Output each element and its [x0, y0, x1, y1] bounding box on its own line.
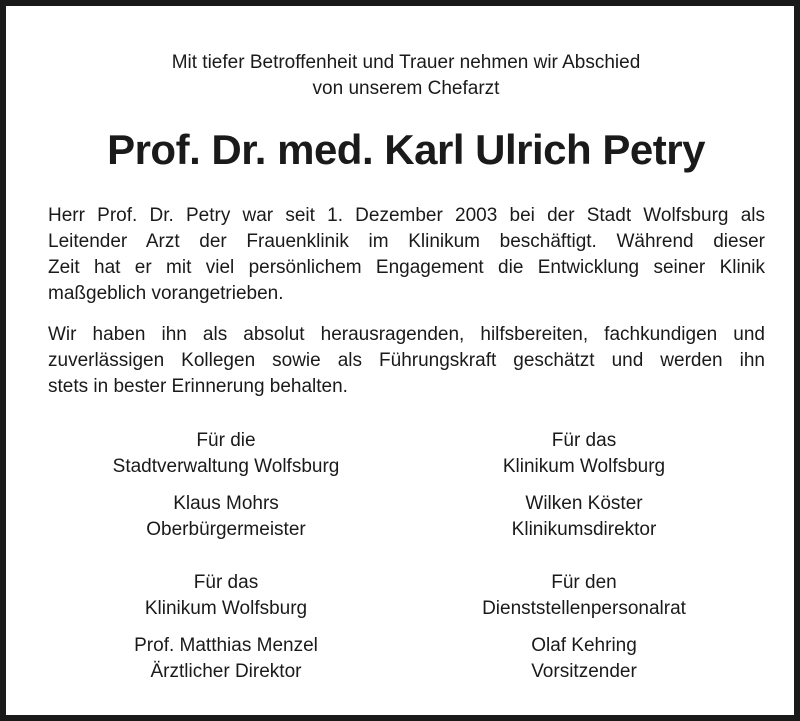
paragraph-line: zuverlässigen Kollegen sowie als Führungskraft geschätzt und werden ihn	[48, 350, 765, 371]
intro-text	[6, 50, 800, 102]
signature-org: Dienststellenpersonalrat	[482, 598, 686, 619]
paragraph-line: Zeit hat er mit viel persönlichem Engagement die Entwicklung seiner Klinik	[48, 257, 765, 278]
signature-person: Klaus Mohrs	[173, 493, 279, 514]
paragraph-line: Herr Prof. Dr. Petry war seit 1. Dezember 2003 bei der Stadt Wolfsburg als	[48, 205, 765, 226]
signature-block-staff-council	[394, 570, 774, 685]
signature-person: Olaf Kehring	[531, 635, 637, 656]
paragraph-career	[48, 203, 765, 307]
paragraph-line: stets in bester Erinnerung behalten.	[48, 376, 348, 397]
signature-role: Vorsitzender	[531, 661, 637, 682]
paragraph-line: Leitender Arzt der Frauenklinik im Klinikum beschäftigt. Während dieser	[48, 231, 765, 252]
deceased-name: Prof. Dr. med. Karl Ulrich Petry	[107, 126, 705, 173]
paragraph-tribute	[48, 322, 765, 400]
signature-for: Für den	[551, 572, 617, 593]
signature-org: Klinikum Wolfsburg	[502, 456, 666, 477]
signature-role: Oberbürgermeister	[146, 519, 306, 540]
paragraph-line: maßgeblich vorangetrieben.	[48, 283, 284, 304]
paragraph-line: Wir haben ihn als absolut herausragenden, hilfsbereiten, fachkundigen und	[48, 324, 765, 345]
signature-role: Ärztlicher Direktor	[150, 661, 302, 682]
signature-person: Prof. Matthias Menzel	[134, 635, 318, 656]
intro-line: von unserem Chefarzt	[312, 78, 500, 99]
signature-role: Klinikumsdirektor	[511, 519, 657, 540]
signature-block-medical-director	[36, 570, 416, 685]
intro-line: Mit tiefer Betroffenheit und Trauer nehmen wir Abschied	[171, 52, 641, 73]
signature-org: Stadtverwaltung Wolfsburg	[112, 456, 340, 477]
signature-block-city	[36, 428, 416, 543]
signature-for: Für das	[551, 430, 617, 451]
signature-person: Wilken Köster	[525, 493, 643, 514]
signature-block-clinic-director	[394, 428, 774, 543]
signature-for: Für das	[193, 572, 259, 593]
signature-for: Für die	[196, 430, 256, 451]
signature-org: Klinikum Wolfsburg	[144, 598, 308, 619]
